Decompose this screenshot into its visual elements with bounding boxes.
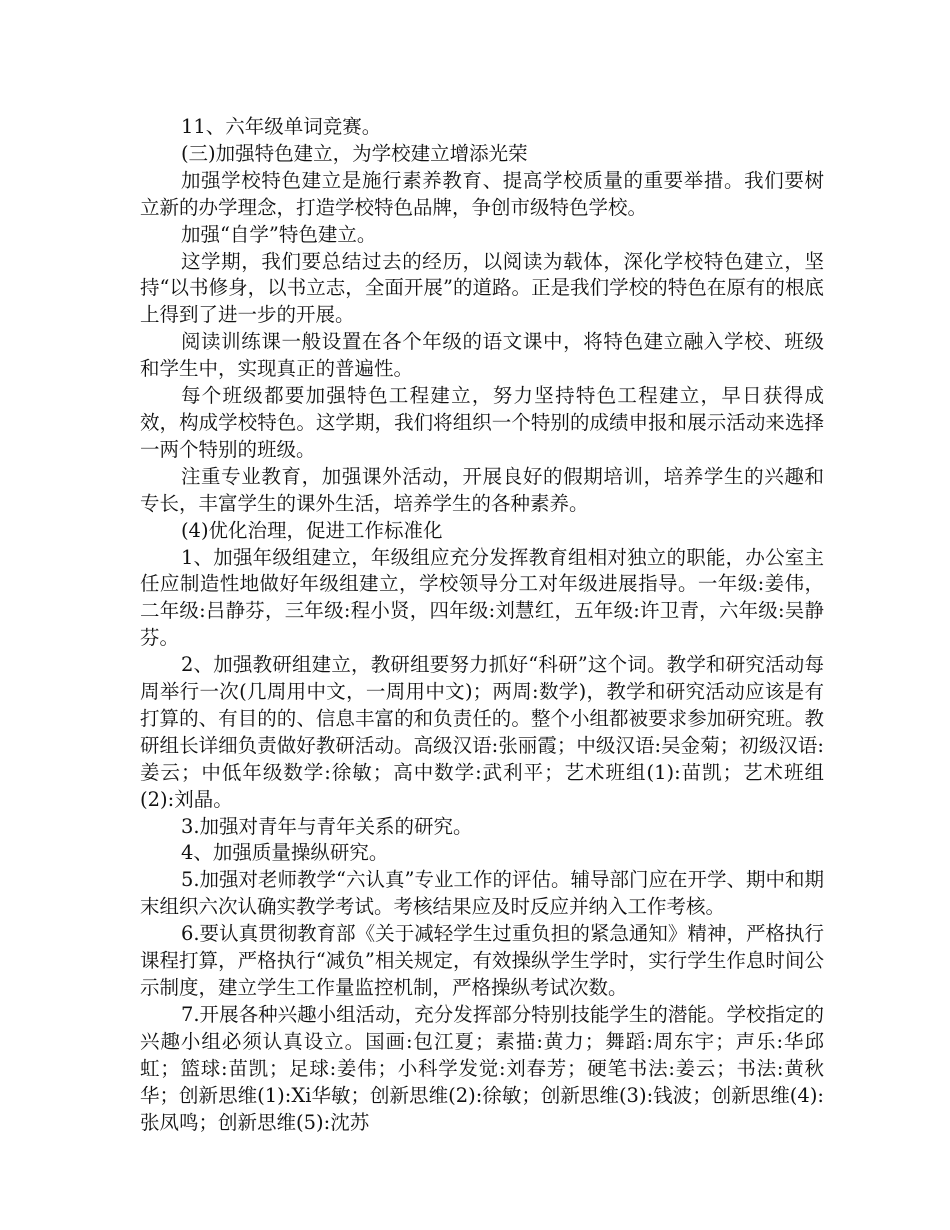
paragraph-reading-class: 阅读训练课一般设置在各个年级的语文课中，将特色建立融入学校、班级和学生中，实现真正的普遍性。 (140, 330, 824, 381)
paragraph-teacher-evaluation: 5.加强对老师教学“六认真”专业工作的评估。辅导部门应在开学、期中和期末组织六次认确实教学考试。考核结果应及时反应并纳入工作考核。 (140, 868, 824, 919)
paragraph-grade6-word-contest: 11、六年级单词竞赛。 (180, 115, 382, 138)
section-heading-4: (4)优化治理，促进工作标准化 (180, 518, 443, 542)
paragraph-reduce-burden: 6.要认真贯彻教育部《关于减轻学生过重负担的紧急通知》精神，严格执行课程打算，严格执行“减负”相关规定，有效操纵学生学时，实行学生作息时间公示制度，建立学生工作量监控机制，严格操纵考试次数。 (140, 922, 824, 999)
document-page (140, 114, 824, 1136)
paragraph-class-projects: 每个班级都要加强特色工程建立，努力坚持特色工程建立，早日获得成效，构成学校特色。这学期，我们将组织一个特别的成绩申报和展示活动来选择一两个特别的班级。 (140, 384, 824, 461)
paragraph-quality-control: 4、加强质量操纵研究。 (180, 841, 389, 865)
paragraph-this-semester: 这学期，我们要总结过去的经历，以阅读为载体，深化学校特色建立，坚持“以书修身，以书立志，全面开展”的道路。正是我们学校的特色在原有的根底上得到了进一步的开展。 (140, 249, 824, 327)
paragraph-extracurricular: 注重专业教育，加强课外活动，开展良好的假期培训，培养学生的兴趣和专长，丰富学生的课外生活，培养学生的各种素养。 (140, 464, 824, 515)
section-heading-3: (三)加强特色建立，为学校建立增添光荣 (180, 141, 528, 165)
paragraph-self-study-feature: 加强“自学”特色建立。 (180, 222, 377, 246)
paragraph-youth-research: 3.加强对青年与青年关系的研究。 (180, 814, 473, 838)
paragraph-grade-groups: 1、加强年级组建立，年级组应充分发挥教育组相对独立的职能，办公室主任应制造性地做好年级组建立，学校领导分工对年级进展指导。一年级:姜伟，二年级:吕静芬，三年级:程小贤，四年级:刘慧红，五年级:许卫青，六年级:吴静芬。 (140, 545, 824, 650)
paragraph-interest-groups: 7.开展各种兴趣小组活动，充分发挥部分特别技能学生的潜能。学校指定的兴趣小组必须认真设立。国画:包江夏；素描:黄力；舞蹈:周东宇；声乐:华邱虹；篮球:苗凯；足球:姜伟；小科学发觉:刘春芳；硬笔书法:姜云；书法:黄秋华；创新思维(1):Xi华敏；创新思维(2):徐敏；创新思维(3):钱波；创新思维(4):张凤鸣；创新思维(5):沈苏 (140, 1002, 824, 1134)
paragraph-research-groups: 2、加强教研组建立，教研组要努力抓好“科研”这个词。教学和研究活动每周举行一次(几周用中文，一周用中文)；两周:数学)，教学和研究活动应该是有打算的、有目的的、信息丰富的和负责任的。整个小组都被要求参加研究班。教研组长详细负责做好教研活动。高级汉语:张丽霞；中级汉语:吴金菊；初级汉语:姜云；中低年级数学:徐敏；高中数学:武利平；艺术班组(1):苗凯；艺术班组(2):刘晶。 (140, 653, 824, 811)
paragraph-school-features: 加强学校特色建立是施行素养教育、提高学校质量的重要举措。我们要树立新的办学理念，打造学校特色品牌，争创市级特色学校。 (140, 168, 824, 219)
